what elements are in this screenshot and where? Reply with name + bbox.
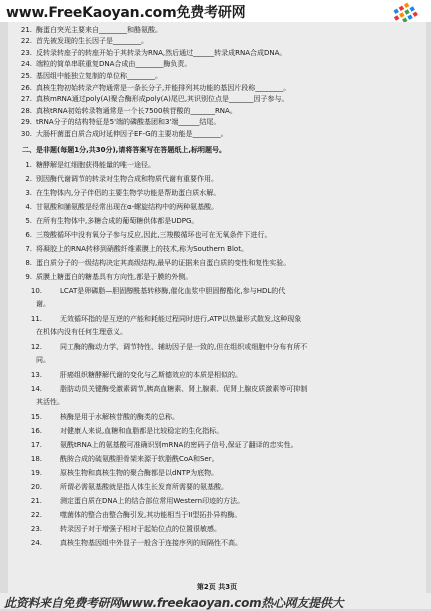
fill-question <box>8 84 426 93</box>
item-text: 酰胺合成的硫氨酸胆骨架来源于软脂酰CoA和Ser。 <box>60 455 219 463</box>
question-text: 反转录转座子的转座开始于其转录为RNA,然后通过______转录成RNA合成DNA。 <box>36 49 287 57</box>
item-text: 三羧酸循环中没有氧分子参与反应,因此,三羧酸循环也可在无氧条件下进行。 <box>36 231 272 239</box>
true-false-item <box>8 427 426 436</box>
item-text: 无效循环指的是互逆的产能和耗能过程同时进行,ATP以热量形式散发,这种现象 <box>60 315 302 323</box>
question-text: tRNA分子的结构特征是5'端的磷酸基团和3'端______结尾。 <box>36 118 221 126</box>
item-number: 3. <box>25 189 32 197</box>
item-number: 13. <box>30 371 42 379</box>
item-number: 12. <box>30 343 42 351</box>
item-number: 4. <box>25 203 32 211</box>
item-number: 16. <box>30 427 42 435</box>
fill-question <box>8 95 426 104</box>
fill-question <box>8 49 426 58</box>
item-text: 氨酰tRNA上的氨基酸可准确识别mRNA的密码子信号,保证了翻译的忠实性。 <box>60 441 298 449</box>
question-text: 端粒的简单串联重复DNA合成由________酶负责。 <box>36 60 192 68</box>
true-false-item <box>8 161 426 170</box>
true-false-item <box>8 343 426 352</box>
question-text: 真核生物初始转录产物通常是一条长分子,并能排列其功能的基因片段称________。 <box>36 84 291 92</box>
true-false-item <box>8 413 426 422</box>
item-text: LCAT是卵磷脂—胆固醇酰基转移酶,催化血浆中胆固醇酯化,参与HDL的代 <box>60 287 286 295</box>
item-text: 将凝胶上的RNA转移到硝酸纤维素膜上的技术,称为Southern Blot。 <box>36 245 248 253</box>
item-text: 噬菌体的整合由整合酶引发,其功能相当于II型拓扑异构酶。 <box>60 511 242 519</box>
item-text: 别因酶代谢调节的转录对生物合成和物质代谢有重要作用。 <box>36 175 218 183</box>
fill-question <box>8 60 426 69</box>
item-continuation: 其活性。 <box>36 398 64 406</box>
item-number: 2. <box>25 175 32 183</box>
item-number: 10. <box>30 287 42 295</box>
question-number: 30. <box>20 130 32 138</box>
question-text: 大肠杆菌蛋白质合成时延伸因子EF-G的主要功能是________。 <box>36 130 228 138</box>
item-text: 蛋白质分子的一级结构决定其高级结构,最早的证据来自蛋白质的变性和复性实验。 <box>36 259 291 267</box>
item-text: 同工酶的酶动力学、调节特性、辅助因子是一致的,但在组织或细胞中分布有所不 <box>60 343 308 351</box>
question-number: 26. <box>20 84 32 92</box>
fill-question <box>8 107 426 116</box>
true-false-item <box>8 217 426 226</box>
item-number: 18. <box>30 455 42 463</box>
question-number: 22. <box>20 37 32 45</box>
fill-question <box>8 118 426 127</box>
question-number: 24. <box>20 60 32 68</box>
true-false-item <box>8 497 426 506</box>
question-text: 基因组中能独立复制的单位称________。 <box>36 72 162 80</box>
item-text: 对健康人来说,血糖和血脂都是比较稳定的生化指标。 <box>60 427 224 435</box>
item-text: 糖酵解是红细胞获得能量的唯一途径。 <box>36 161 155 169</box>
true-false-item <box>8 175 426 184</box>
item-text: 测定蛋白质在DNA上的结合部位常用Western印迹的方法。 <box>60 497 245 505</box>
true-false-item <box>8 189 426 198</box>
item-number: 21. <box>30 497 42 505</box>
true-false-item <box>8 469 426 478</box>
true-false-item <box>8 455 426 464</box>
true-false-item <box>8 245 426 254</box>
item-text: 所谓必需氨基酸就是指人体生长发育所需要的氨基酸。 <box>60 483 228 491</box>
fill-question <box>8 37 426 46</box>
item-continuation: 在机体内没有任何生理意义。 <box>36 328 127 336</box>
true-false-item <box>8 315 426 324</box>
question-number: 28. <box>20 107 32 115</box>
question-number: 29. <box>20 118 32 126</box>
item-text: 质膜上糖蛋白的糖基具有方向性,都是于膜的外侧。 <box>36 273 193 281</box>
item-number: 5. <box>25 217 32 225</box>
true-false-item <box>8 273 426 282</box>
item-number: 15. <box>30 413 42 421</box>
question-number: 27. <box>20 95 32 103</box>
item-number: 24. <box>30 539 42 547</box>
item-text: 肝癌组织糖酵解代谢的变化与乙斯德效应的本质是相似的。 <box>60 371 242 379</box>
item-number: 1. <box>25 161 32 169</box>
page-number: 第2页 共3页 <box>196 583 238 591</box>
true-false-item <box>8 259 426 268</box>
item-continuation: 同。 <box>36 356 50 364</box>
true-false-item <box>8 441 426 450</box>
item-number: 23. <box>30 525 42 533</box>
item-text: 核酶是用于水解核苷酸的酶类的总称。 <box>60 413 179 421</box>
watermark-text: www.FreeKaoyan.com免费考研网 <box>6 5 246 21</box>
true-false-item <box>8 385 426 394</box>
question-text: 酶蛋白突光主要来自________和酪氨酸。 <box>36 26 162 34</box>
item-text: 甘氨酸和脯氨酸是经常出现在α-螺旋结构中的两种氨基酸。 <box>36 203 219 211</box>
item-number: 7. <box>25 245 32 253</box>
item-text: 真核生物基因组中外显子一般含于连接序列的间隔性不高。 <box>60 539 242 547</box>
true-false-item <box>8 511 426 520</box>
true-false-item <box>8 231 426 240</box>
item-continuation: 谢。 <box>36 300 50 308</box>
bottom-watermark-banner <box>0 593 431 609</box>
item-number: 17. <box>30 441 42 449</box>
question-number: 25. <box>20 72 32 80</box>
item-text: 原核生物和真核生物的聚合酶都是以dNTP为底物。 <box>60 469 219 477</box>
item-text: 转录因子对于增强子相对于起始位点的位置很敏感。 <box>60 525 221 533</box>
fill-question <box>8 130 426 139</box>
item-number: 11. <box>30 315 42 323</box>
item-number: 6. <box>25 231 32 239</box>
fill-question <box>8 26 426 35</box>
question-text: 真核tRNA初始转录物通常是一个长7500核苷酸的_______RNA。 <box>36 107 237 115</box>
item-text: 在所有生物体中,多糖合成的葡萄糖供体都是UDPG。 <box>36 217 199 225</box>
true-false-item <box>8 483 426 492</box>
item-number: 8. <box>25 259 32 267</box>
item-text: 在生物体内,分子伴侣的主要生物学功能是帮助蛋白质水解。 <box>36 189 221 197</box>
item-text: 脂肪动员关键酶受激素调节,胰高血糖素、肾上腺素、促肾上腺皮质激素等可抑制 <box>60 385 308 393</box>
item-number: 19. <box>30 469 42 477</box>
item-number: 14. <box>30 385 42 393</box>
question-number: 23. <box>20 49 32 57</box>
exam-page <box>8 22 426 594</box>
top-watermark-banner <box>0 0 431 22</box>
section-title: 二、是非题(每题1分,共30分),请将答案写在答题纸上,标明题号。 <box>22 146 226 154</box>
item-number: 9. <box>25 273 32 281</box>
question-text: 首先被发现的生长因子是________。 <box>36 37 148 45</box>
fill-question <box>8 72 426 81</box>
question-number: 21. <box>20 26 32 34</box>
true-false-item <box>8 203 426 212</box>
true-false-item <box>8 371 426 380</box>
true-false-item <box>8 525 426 534</box>
bottom-watermark-text: 此资料来自免费考研网www.freekaoyan.com热心网友提供大 <box>4 596 344 610</box>
item-number: 22. <box>30 511 42 519</box>
question-text: 真核mRNA通过poly(A)聚合酶形成poly(A)尾巴,其识别位点是_______因子参与。 <box>36 95 289 103</box>
true-false-item <box>8 287 426 296</box>
item-number: 20. <box>30 483 42 491</box>
site-logo-icon <box>387 1 425 23</box>
true-false-item <box>8 539 426 548</box>
